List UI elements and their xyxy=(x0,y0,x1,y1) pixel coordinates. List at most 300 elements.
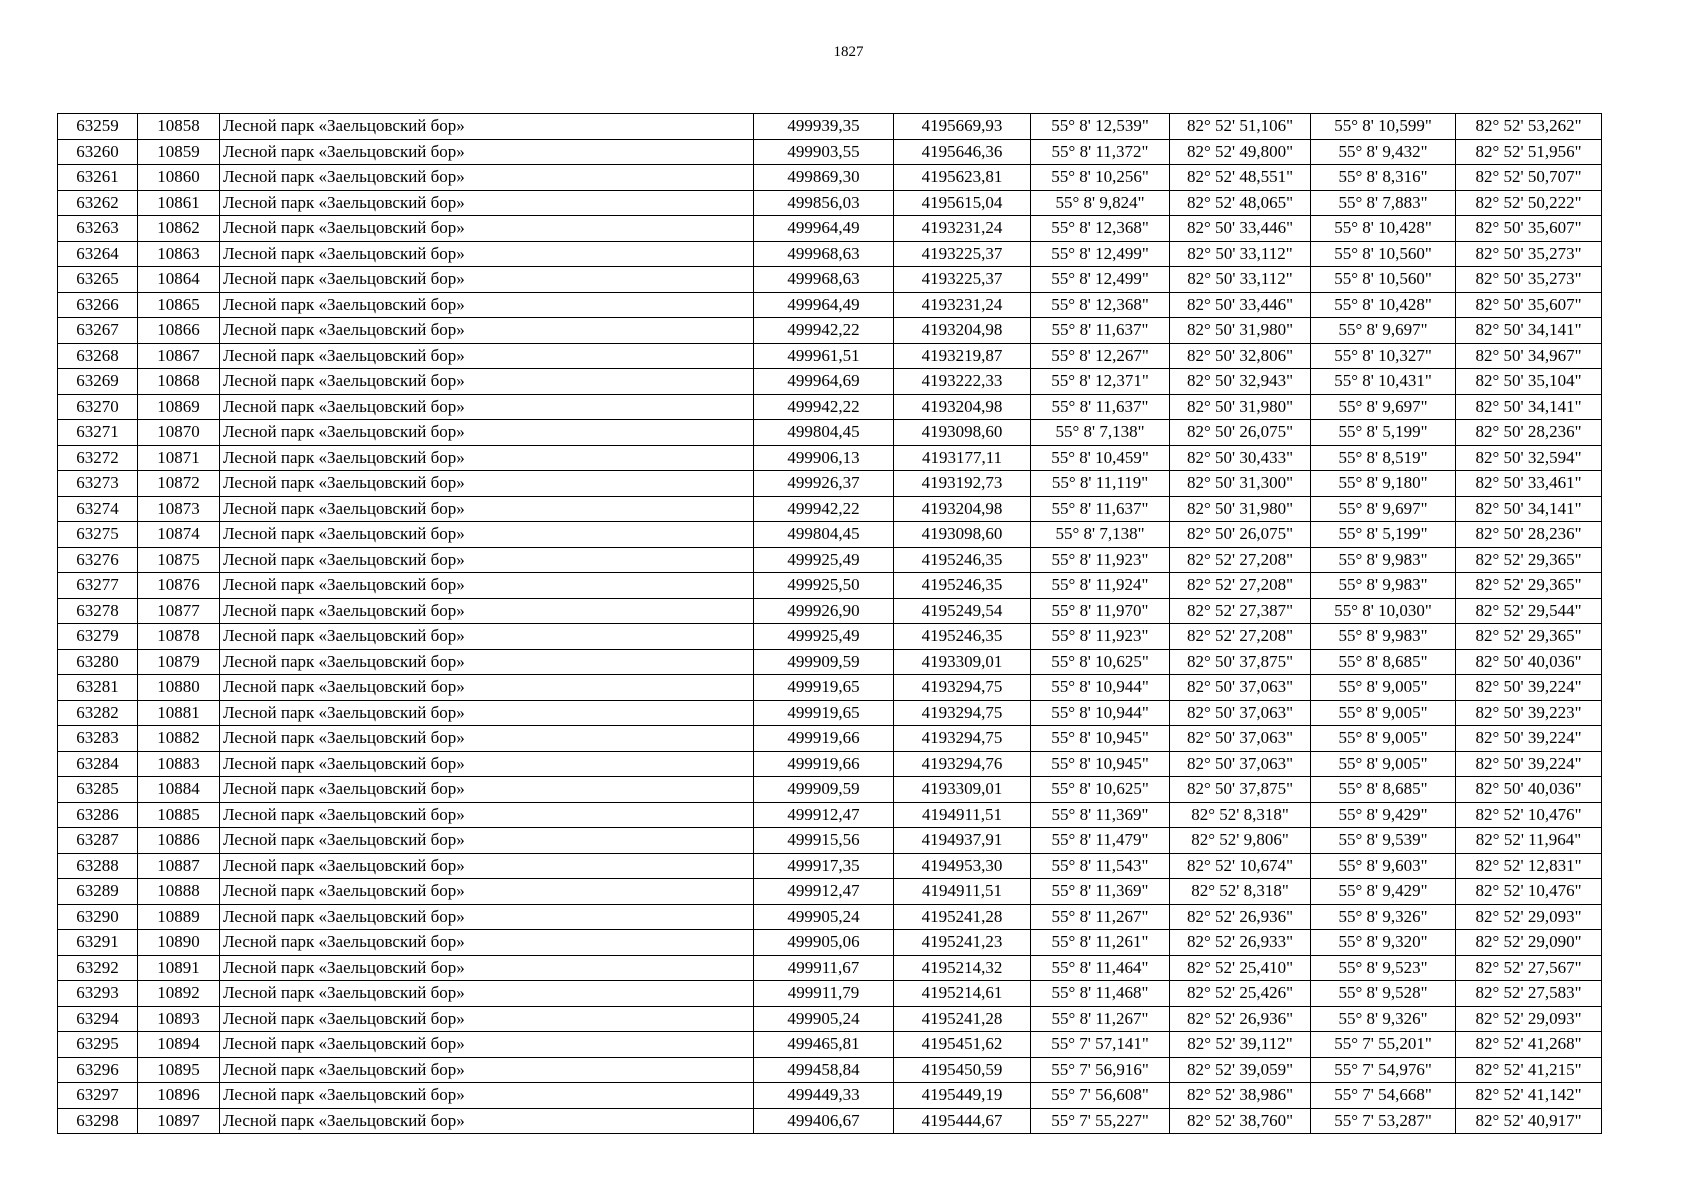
cell-point-id: 10873 xyxy=(138,496,220,522)
cell-coord-y: 4193294,75 xyxy=(894,700,1031,726)
cell-object-name: Лесной парк «Заельцовский бор» xyxy=(220,1006,754,1032)
cell-latitude-1: 55° 8' 10,944" xyxy=(1031,700,1170,726)
cell-latitude-1: 55° 8' 11,543" xyxy=(1031,853,1170,879)
cell-longitude-2: 82° 50' 34,141" xyxy=(1456,394,1602,420)
cell-object-name: Лесной парк «Заельцовский бор» xyxy=(220,496,754,522)
cell-row-number: 63281 xyxy=(58,675,138,701)
cell-coord-x: 499912,47 xyxy=(754,879,894,905)
cell-row-number: 63291 xyxy=(58,930,138,956)
cell-coord-y: 4194911,51 xyxy=(894,802,1031,828)
table-row xyxy=(58,1108,1602,1134)
cell-latitude-1: 55° 8' 12,371" xyxy=(1031,369,1170,395)
cell-latitude-1: 55° 8' 11,637" xyxy=(1031,318,1170,344)
cell-latitude-1: 55° 8' 11,637" xyxy=(1031,394,1170,420)
cell-point-id: 10886 xyxy=(138,828,220,854)
table-row xyxy=(58,649,1602,675)
cell-longitude-1: 82° 50' 33,446" xyxy=(1170,216,1311,242)
cell-coord-y: 4195615,04 xyxy=(894,190,1031,216)
cell-row-number: 63268 xyxy=(58,343,138,369)
cell-longitude-1: 82° 52' 10,674" xyxy=(1170,853,1311,879)
cell-point-id: 10871 xyxy=(138,445,220,471)
cell-coord-y: 4193294,75 xyxy=(894,675,1031,701)
cell-latitude-2: 55° 8' 10,428" xyxy=(1311,216,1456,242)
cell-latitude-2: 55° 8' 9,429" xyxy=(1311,802,1456,828)
cell-point-id: 10872 xyxy=(138,471,220,497)
cell-longitude-2: 82° 52' 27,567" xyxy=(1456,955,1602,981)
cell-point-id: 10870 xyxy=(138,420,220,446)
cell-latitude-1: 55° 8' 11,924" xyxy=(1031,573,1170,599)
cell-row-number: 63259 xyxy=(58,114,138,140)
cell-coord-x: 499917,35 xyxy=(754,853,894,879)
cell-object-name: Лесной парк «Заельцовский бор» xyxy=(220,700,754,726)
cell-longitude-2: 82° 50' 40,036" xyxy=(1456,777,1602,803)
cell-latitude-2: 55° 8' 9,697" xyxy=(1311,394,1456,420)
cell-latitude-2: 55° 7' 54,668" xyxy=(1311,1083,1456,1109)
page-number: 1827 xyxy=(833,44,864,60)
cell-latitude-2: 55° 8' 10,327" xyxy=(1311,343,1456,369)
cell-object-name: Лесной парк «Заельцовский бор» xyxy=(220,318,754,344)
cell-row-number: 63277 xyxy=(58,573,138,599)
cell-latitude-2: 55° 8' 10,428" xyxy=(1311,292,1456,318)
cell-longitude-2: 82° 52' 29,365" xyxy=(1456,547,1602,573)
cell-coord-y: 4193098,60 xyxy=(894,420,1031,446)
cell-coord-y: 4193294,75 xyxy=(894,726,1031,752)
cell-longitude-1: 82° 52' 27,208" xyxy=(1170,624,1311,650)
cell-row-number: 63273 xyxy=(58,471,138,497)
cell-coord-y: 4193231,24 xyxy=(894,292,1031,318)
cell-longitude-1: 82° 50' 30,433" xyxy=(1170,445,1311,471)
cell-object-name: Лесной парк «Заельцовский бор» xyxy=(220,649,754,675)
cell-latitude-1: 55° 8' 11,369" xyxy=(1031,802,1170,828)
cell-longitude-2: 82° 52' 50,707" xyxy=(1456,165,1602,191)
cell-coord-y: 4193222,33 xyxy=(894,369,1031,395)
table-row xyxy=(58,930,1602,956)
cell-object-name: Лесной парк «Заельцовский бор» xyxy=(220,1108,754,1134)
table-row xyxy=(58,981,1602,1007)
cell-object-name: Лесной парк «Заельцовский бор» xyxy=(220,343,754,369)
cell-row-number: 63263 xyxy=(58,216,138,242)
cell-longitude-2: 82° 50' 34,967" xyxy=(1456,343,1602,369)
cell-latitude-2: 55° 8' 10,599" xyxy=(1311,114,1456,140)
cell-coord-x: 499911,79 xyxy=(754,981,894,1007)
cell-point-id: 10865 xyxy=(138,292,220,318)
table-row xyxy=(58,598,1602,624)
cell-object-name: Лесной парк «Заельцовский бор» xyxy=(220,445,754,471)
cell-coord-y: 4195451,62 xyxy=(894,1032,1031,1058)
cell-longitude-1: 82° 50' 31,980" xyxy=(1170,318,1311,344)
cell-longitude-1: 82° 52' 26,936" xyxy=(1170,904,1311,930)
cell-latitude-2: 55° 8' 9,528" xyxy=(1311,981,1456,1007)
cell-coord-y: 4195246,35 xyxy=(894,547,1031,573)
table-body xyxy=(58,114,1602,1134)
cell-longitude-1: 82° 52' 25,410" xyxy=(1170,955,1311,981)
cell-point-id: 10859 xyxy=(138,139,220,165)
cell-coord-x: 499905,24 xyxy=(754,904,894,930)
cell-coord-y: 4193231,24 xyxy=(894,216,1031,242)
cell-object-name: Лесной парк «Заельцовский бор» xyxy=(220,598,754,624)
cell-point-id: 10861 xyxy=(138,190,220,216)
cell-point-id: 10866 xyxy=(138,318,220,344)
cell-row-number: 63261 xyxy=(58,165,138,191)
cell-longitude-1: 82° 50' 33,112" xyxy=(1170,267,1311,293)
cell-coord-y: 4195623,81 xyxy=(894,165,1031,191)
cell-latitude-2: 55° 8' 10,560" xyxy=(1311,241,1456,267)
cell-object-name: Лесной парк «Заельцовский бор» xyxy=(220,981,754,1007)
cell-object-name: Лесной парк «Заельцовский бор» xyxy=(220,547,754,573)
cell-point-id: 10858 xyxy=(138,114,220,140)
cell-coord-x: 499942,22 xyxy=(754,318,894,344)
cell-latitude-1: 55° 8' 11,119" xyxy=(1031,471,1170,497)
cell-longitude-2: 82° 50' 35,273" xyxy=(1456,267,1602,293)
cell-latitude-2: 55° 8' 9,326" xyxy=(1311,1006,1456,1032)
cell-longitude-2: 82° 50' 28,236" xyxy=(1456,522,1602,548)
cell-row-number: 63293 xyxy=(58,981,138,1007)
cell-coord-x: 499964,69 xyxy=(754,369,894,395)
cell-longitude-2: 82° 52' 12,831" xyxy=(1456,853,1602,879)
cell-coord-x: 499919,65 xyxy=(754,675,894,701)
cell-row-number: 63284 xyxy=(58,751,138,777)
cell-coord-y: 4195449,19 xyxy=(894,1083,1031,1109)
cell-latitude-2: 55° 8' 8,685" xyxy=(1311,649,1456,675)
cell-row-number: 63286 xyxy=(58,802,138,828)
cell-point-id: 10864 xyxy=(138,267,220,293)
cell-coord-x: 499961,51 xyxy=(754,343,894,369)
cell-row-number: 63265 xyxy=(58,267,138,293)
cell-longitude-2: 82° 52' 29,090" xyxy=(1456,930,1602,956)
cell-latitude-2: 55° 8' 9,603" xyxy=(1311,853,1456,879)
cell-object-name: Лесной парк «Заельцовский бор» xyxy=(220,904,754,930)
cell-latitude-1: 55° 8' 12,368" xyxy=(1031,292,1170,318)
cell-longitude-2: 82° 50' 39,224" xyxy=(1456,751,1602,777)
cell-longitude-2: 82° 52' 51,956" xyxy=(1456,139,1602,165)
cell-point-id: 10891 xyxy=(138,955,220,981)
cell-point-id: 10890 xyxy=(138,930,220,956)
cell-coord-x: 499911,67 xyxy=(754,955,894,981)
cell-latitude-2: 55° 8' 10,431" xyxy=(1311,369,1456,395)
cell-object-name: Лесной парк «Заельцовский бор» xyxy=(220,216,754,242)
cell-point-id: 10884 xyxy=(138,777,220,803)
cell-point-id: 10874 xyxy=(138,522,220,548)
cell-longitude-2: 82° 52' 41,215" xyxy=(1456,1057,1602,1083)
cell-row-number: 63276 xyxy=(58,547,138,573)
cell-object-name: Лесной парк «Заельцовский бор» xyxy=(220,1057,754,1083)
cell-longitude-1: 82° 52' 49,800" xyxy=(1170,139,1311,165)
cell-coord-y: 4193225,37 xyxy=(894,267,1031,293)
cell-longitude-1: 82° 50' 26,075" xyxy=(1170,420,1311,446)
table-row xyxy=(58,292,1602,318)
cell-longitude-1: 82° 50' 32,943" xyxy=(1170,369,1311,395)
cell-latitude-1: 55° 8' 11,267" xyxy=(1031,904,1170,930)
cell-latitude-1: 55° 8' 10,625" xyxy=(1031,777,1170,803)
cell-coord-y: 4195669,93 xyxy=(894,114,1031,140)
cell-latitude-1: 55° 8' 10,945" xyxy=(1031,726,1170,752)
cell-latitude-1: 55° 8' 12,539" xyxy=(1031,114,1170,140)
cell-row-number: 63288 xyxy=(58,853,138,879)
cell-coord-y: 4195214,32 xyxy=(894,955,1031,981)
cell-object-name: Лесной парк «Заельцовский бор» xyxy=(220,292,754,318)
cell-coord-x: 499919,66 xyxy=(754,751,894,777)
cell-latitude-1: 55° 7' 55,227" xyxy=(1031,1108,1170,1134)
cell-row-number: 63294 xyxy=(58,1006,138,1032)
cell-latitude-2: 55° 8' 8,685" xyxy=(1311,777,1456,803)
cell-latitude-2: 55° 8' 9,320" xyxy=(1311,930,1456,956)
table-row xyxy=(58,802,1602,828)
cell-latitude-1: 55° 8' 7,138" xyxy=(1031,522,1170,548)
cell-latitude-1: 55° 8' 11,923" xyxy=(1031,624,1170,650)
table-row xyxy=(58,1083,1602,1109)
cell-row-number: 63280 xyxy=(58,649,138,675)
cell-longitude-1: 82° 52' 9,806" xyxy=(1170,828,1311,854)
cell-point-id: 10879 xyxy=(138,649,220,675)
cell-longitude-1: 82° 52' 39,112" xyxy=(1170,1032,1311,1058)
cell-longitude-2: 82° 50' 35,104" xyxy=(1456,369,1602,395)
cell-row-number: 63266 xyxy=(58,292,138,318)
table-row xyxy=(58,445,1602,471)
cell-longitude-1: 82° 52' 39,059" xyxy=(1170,1057,1311,1083)
cell-latitude-1: 55° 8' 11,372" xyxy=(1031,139,1170,165)
cell-object-name: Лесной парк «Заельцовский бор» xyxy=(220,139,754,165)
cell-object-name: Лесной парк «Заельцовский бор» xyxy=(220,751,754,777)
cell-coord-x: 499925,49 xyxy=(754,624,894,650)
cell-coord-x: 499912,47 xyxy=(754,802,894,828)
cell-longitude-2: 82° 52' 29,365" xyxy=(1456,624,1602,650)
cell-latitude-1: 55° 8' 11,970" xyxy=(1031,598,1170,624)
cell-longitude-1: 82° 50' 37,063" xyxy=(1170,726,1311,752)
cell-latitude-1: 55° 8' 10,459" xyxy=(1031,445,1170,471)
cell-longitude-2: 82° 52' 29,093" xyxy=(1456,1006,1602,1032)
cell-coord-y: 4193219,87 xyxy=(894,343,1031,369)
table-row xyxy=(58,573,1602,599)
cell-point-id: 10868 xyxy=(138,369,220,395)
cell-row-number: 63271 xyxy=(58,420,138,446)
cell-object-name: Лесной парк «Заельцовский бор» xyxy=(220,802,754,828)
cell-longitude-1: 82° 52' 8,318" xyxy=(1170,802,1311,828)
cell-longitude-1: 82° 52' 25,426" xyxy=(1170,981,1311,1007)
cell-coord-y: 4195249,54 xyxy=(894,598,1031,624)
cell-longitude-1: 82° 52' 27,387" xyxy=(1170,598,1311,624)
table-row xyxy=(58,777,1602,803)
cell-longitude-2: 82° 52' 41,268" xyxy=(1456,1032,1602,1058)
cell-longitude-1: 82° 52' 48,065" xyxy=(1170,190,1311,216)
cell-point-id: 10881 xyxy=(138,700,220,726)
cell-longitude-1: 82° 52' 38,986" xyxy=(1170,1083,1311,1109)
cell-coord-y: 4195646,36 xyxy=(894,139,1031,165)
cell-point-id: 10887 xyxy=(138,853,220,879)
cell-longitude-1: 82° 52' 27,208" xyxy=(1170,547,1311,573)
coordinates-table xyxy=(57,113,1602,1134)
cell-coord-x: 499919,66 xyxy=(754,726,894,752)
cell-longitude-2: 82° 50' 34,141" xyxy=(1456,496,1602,522)
cell-object-name: Лесной парк «Заельцовский бор» xyxy=(220,114,754,140)
cell-object-name: Лесной парк «Заельцовский бор» xyxy=(220,522,754,548)
cell-point-id: 10892 xyxy=(138,981,220,1007)
cell-longitude-2: 82° 50' 28,236" xyxy=(1456,420,1602,446)
cell-longitude-1: 82° 50' 37,875" xyxy=(1170,777,1311,803)
cell-latitude-1: 55° 8' 10,625" xyxy=(1031,649,1170,675)
cell-longitude-1: 82° 50' 37,063" xyxy=(1170,700,1311,726)
cell-coord-y: 4195246,35 xyxy=(894,573,1031,599)
cell-coord-y: 4193309,01 xyxy=(894,777,1031,803)
cell-row-number: 63267 xyxy=(58,318,138,344)
cell-row-number: 63269 xyxy=(58,369,138,395)
cell-longitude-2: 82° 52' 10,476" xyxy=(1456,879,1602,905)
table-row xyxy=(58,1006,1602,1032)
table-row xyxy=(58,675,1602,701)
cell-longitude-2: 82° 52' 40,917" xyxy=(1456,1108,1602,1134)
cell-coord-x: 499449,33 xyxy=(754,1083,894,1109)
cell-longitude-2: 82° 52' 29,544" xyxy=(1456,598,1602,624)
cell-longitude-1: 82° 52' 8,318" xyxy=(1170,879,1311,905)
table-row xyxy=(58,751,1602,777)
cell-longitude-1: 82° 52' 26,936" xyxy=(1170,1006,1311,1032)
cell-longitude-1: 82° 50' 31,300" xyxy=(1170,471,1311,497)
cell-latitude-2: 55° 8' 5,199" xyxy=(1311,522,1456,548)
cell-point-id: 10860 xyxy=(138,165,220,191)
cell-point-id: 10883 xyxy=(138,751,220,777)
cell-object-name: Лесной парк «Заельцовский бор» xyxy=(220,624,754,650)
cell-longitude-2: 82° 50' 35,273" xyxy=(1456,241,1602,267)
cell-latitude-2: 55° 8' 8,316" xyxy=(1311,165,1456,191)
cell-coord-x: 499909,59 xyxy=(754,649,894,675)
cell-coord-x: 499942,22 xyxy=(754,496,894,522)
cell-latitude-2: 55° 8' 9,180" xyxy=(1311,471,1456,497)
cell-point-id: 10897 xyxy=(138,1108,220,1134)
table-row xyxy=(58,369,1602,395)
cell-point-id: 10877 xyxy=(138,598,220,624)
cell-coord-y: 4193204,98 xyxy=(894,496,1031,522)
table-row xyxy=(58,139,1602,165)
cell-latitude-1: 55° 8' 11,261" xyxy=(1031,930,1170,956)
cell-coord-x: 499968,63 xyxy=(754,241,894,267)
cell-object-name: Лесной парк «Заельцовский бор» xyxy=(220,777,754,803)
cell-row-number: 63282 xyxy=(58,700,138,726)
cell-row-number: 63297 xyxy=(58,1083,138,1109)
cell-coord-y: 4193177,11 xyxy=(894,445,1031,471)
cell-latitude-2: 55° 8' 8,519" xyxy=(1311,445,1456,471)
cell-coord-x: 499406,67 xyxy=(754,1108,894,1134)
cell-longitude-1: 82° 50' 26,075" xyxy=(1170,522,1311,548)
cell-latitude-1: 55° 8' 12,499" xyxy=(1031,241,1170,267)
table-row xyxy=(58,700,1602,726)
cell-latitude-2: 55° 8' 9,326" xyxy=(1311,904,1456,930)
table-row xyxy=(58,879,1602,905)
cell-row-number: 63260 xyxy=(58,139,138,165)
cell-coord-x: 499804,45 xyxy=(754,522,894,548)
cell-latitude-1: 55° 8' 12,499" xyxy=(1031,267,1170,293)
cell-longitude-2: 82° 52' 29,093" xyxy=(1456,904,1602,930)
cell-coord-y: 4193098,60 xyxy=(894,522,1031,548)
cell-object-name: Лесной парк «Заельцовский бор» xyxy=(220,726,754,752)
cell-latitude-2: 55° 8' 9,005" xyxy=(1311,675,1456,701)
cell-object-name: Лесной парк «Заельцовский бор» xyxy=(220,1083,754,1109)
table-row xyxy=(58,1032,1602,1058)
cell-latitude-1: 55° 8' 11,637" xyxy=(1031,496,1170,522)
cell-latitude-2: 55° 8' 9,539" xyxy=(1311,828,1456,854)
cell-point-id: 10894 xyxy=(138,1032,220,1058)
cell-longitude-1: 82° 50' 37,875" xyxy=(1170,649,1311,675)
cell-point-id: 10876 xyxy=(138,573,220,599)
cell-row-number: 63289 xyxy=(58,879,138,905)
table-row xyxy=(58,904,1602,930)
cell-coord-x: 499939,35 xyxy=(754,114,894,140)
cell-longitude-1: 82° 50' 37,063" xyxy=(1170,751,1311,777)
cell-latitude-1: 55° 8' 11,464" xyxy=(1031,955,1170,981)
table-row xyxy=(58,165,1602,191)
cell-latitude-1: 55° 8' 11,369" xyxy=(1031,879,1170,905)
cell-coord-x: 499906,13 xyxy=(754,445,894,471)
table-row xyxy=(58,420,1602,446)
cell-coord-y: 4195444,67 xyxy=(894,1108,1031,1134)
cell-coord-y: 4195241,28 xyxy=(894,904,1031,930)
cell-longitude-2: 82° 52' 10,476" xyxy=(1456,802,1602,828)
cell-longitude-2: 82° 52' 27,583" xyxy=(1456,981,1602,1007)
cell-row-number: 63275 xyxy=(58,522,138,548)
cell-coord-x: 499465,81 xyxy=(754,1032,894,1058)
cell-row-number: 63262 xyxy=(58,190,138,216)
cell-latitude-1: 55° 8' 12,267" xyxy=(1031,343,1170,369)
table-row xyxy=(58,1057,1602,1083)
cell-object-name: Лесной парк «Заельцовский бор» xyxy=(220,573,754,599)
cell-row-number: 63279 xyxy=(58,624,138,650)
cell-object-name: Лесной парк «Заельцовский бор» xyxy=(220,675,754,701)
cell-point-id: 10893 xyxy=(138,1006,220,1032)
cell-longitude-1: 82° 50' 37,063" xyxy=(1170,675,1311,701)
table-row xyxy=(58,828,1602,854)
cell-latitude-2: 55° 8' 9,697" xyxy=(1311,318,1456,344)
cell-latitude-2: 55° 8' 9,005" xyxy=(1311,700,1456,726)
cell-coord-y: 4193204,98 xyxy=(894,318,1031,344)
cell-coord-x: 499925,49 xyxy=(754,547,894,573)
cell-latitude-1: 55° 8' 9,824" xyxy=(1031,190,1170,216)
table-row xyxy=(58,471,1602,497)
cell-latitude-2: 55° 8' 9,429" xyxy=(1311,879,1456,905)
cell-latitude-2: 55° 8' 9,983" xyxy=(1311,624,1456,650)
cell-row-number: 63274 xyxy=(58,496,138,522)
cell-coord-y: 4195241,23 xyxy=(894,930,1031,956)
cell-point-id: 10869 xyxy=(138,394,220,420)
cell-object-name: Лесной парк «Заельцовский бор» xyxy=(220,853,754,879)
cell-coord-y: 4193225,37 xyxy=(894,241,1031,267)
cell-coord-y: 4195246,35 xyxy=(894,624,1031,650)
cell-point-id: 10875 xyxy=(138,547,220,573)
cell-longitude-2: 82° 50' 35,607" xyxy=(1456,216,1602,242)
cell-object-name: Лесной парк «Заельцовский бор» xyxy=(220,165,754,191)
cell-coord-x: 499905,06 xyxy=(754,930,894,956)
cell-point-id: 10885 xyxy=(138,802,220,828)
cell-latitude-2: 55° 8' 9,432" xyxy=(1311,139,1456,165)
cell-longitude-2: 82° 50' 40,036" xyxy=(1456,649,1602,675)
cell-object-name: Лесной парк «Заельцовский бор» xyxy=(220,369,754,395)
cell-object-name: Лесной парк «Заельцовский бор» xyxy=(220,879,754,905)
cell-coord-y: 4193309,01 xyxy=(894,649,1031,675)
cell-longitude-1: 82° 50' 31,980" xyxy=(1170,394,1311,420)
cell-latitude-2: 55° 8' 9,983" xyxy=(1311,547,1456,573)
cell-coord-x: 499925,50 xyxy=(754,573,894,599)
cell-point-id: 10889 xyxy=(138,904,220,930)
cell-row-number: 63295 xyxy=(58,1032,138,1058)
table-row xyxy=(58,955,1602,981)
cell-latitude-2: 55° 7' 54,976" xyxy=(1311,1057,1456,1083)
table-row xyxy=(58,394,1602,420)
cell-latitude-1: 55° 8' 10,944" xyxy=(1031,675,1170,701)
cell-point-id: 10888 xyxy=(138,879,220,905)
cell-longitude-1: 82° 52' 48,551" xyxy=(1170,165,1311,191)
cell-coord-x: 499968,63 xyxy=(754,267,894,293)
cell-coord-x: 499869,30 xyxy=(754,165,894,191)
cell-latitude-2: 55° 8' 10,560" xyxy=(1311,267,1456,293)
table-row xyxy=(58,343,1602,369)
cell-point-id: 10878 xyxy=(138,624,220,650)
